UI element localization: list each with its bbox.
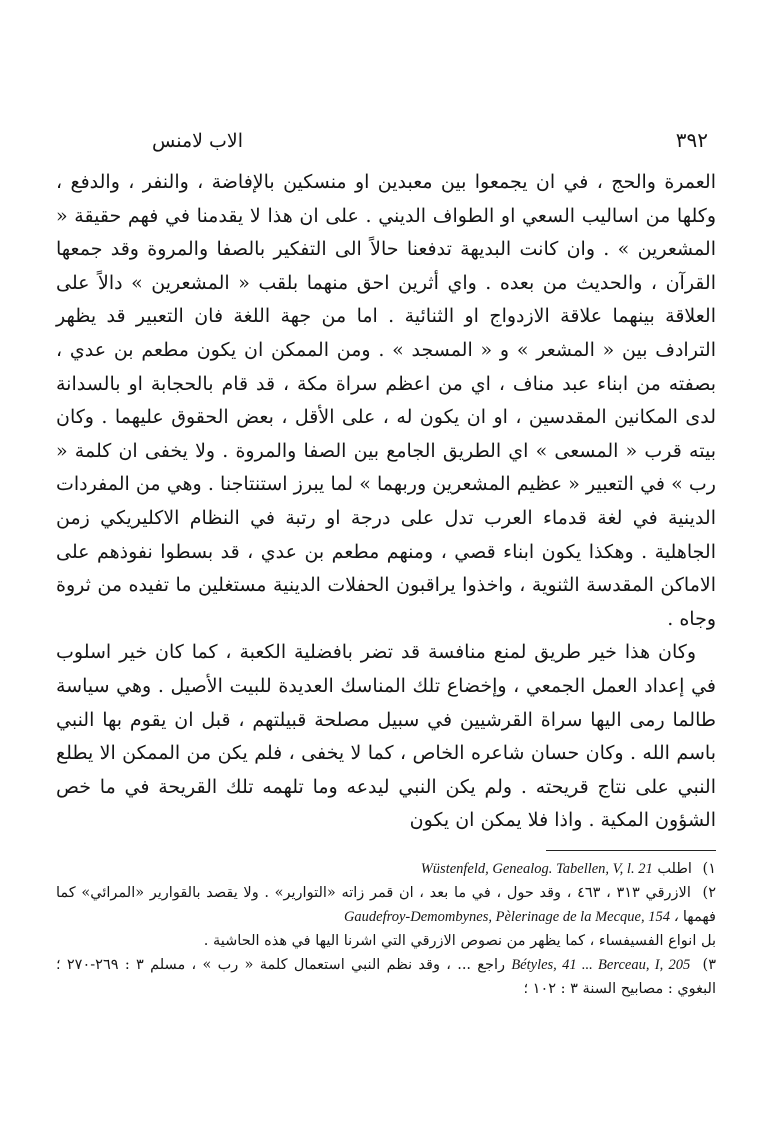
- body-text: [56, 166, 716, 838]
- footnote-mark: ٢): [702, 884, 716, 901]
- footnote: [56, 881, 716, 929]
- body-paragraph: وكان هذا خير طريق لمنع منافسة قد تضر بافضلية الكعبة ، كما كان خير اسلوب في إعداد العمل الجمعي ، وإخضاع تلك المناسك العديدة للبيت الأصيل . وهي سياسة طالما رمى اليها سراة القرشيين في سبيل مصلحة قبيلتهم ، قبل ان يقوم بها النبي باسم الله . وكان حسان شاعره الخاص ، كما لا يخفى ، فلم يكن من الممكن الا يطلع النبي على نتاج قريحته . ولم يكن النبي ليدعه وما تلهمه تلك القريحة في ما خص الشؤون المكية . واذا فلا يمكن ان يكون: [56, 641, 716, 832]
- footnote-text: بل انواع الفسيفساء ، كما يظهر من نصوص الازرقي التي اشرنا اليها في هذه الحاشية .: [203, 932, 716, 949]
- footnote-text: راجع ... ، وقد نظم النبي استعمال كلمة « رب » ، مسلم ٣ : ٢٦٩-٢٧٠ ؛ البغوي : مصابيح السنة ٣ : ١٠٢ ؛: [56, 956, 716, 997]
- body-paragraph: العمرة والحج ، في ان يجمعوا بين معبدين او منسكين بالإفاضة ، والنفر ، والدفع ، وكلها من اساليب السعي او الطواف الديني . على ان هذا لا يقدمنا في فهم حقيقة « المشعرين » . وان كانت البديهة تدفعنا حالاً الى التفكير بالصفا والمروة وقد جمعها القرآن ، والحديث من بعده . واي أثرين احق منهما بلقب « المشعرين » دالاً على العلاقة بينهما علاقة الازدواج او الثنائية . اما من جهة اللغة فان التعبير قد يظهر الترادف بين « المشعر » و « المسجد » . ومن الممكن ان يكون مطعم بن عدي ، بصفته من ابناء عبد مناف ، اي من اعظم سراة مكة ، قد قام بالحجابة او بالسدانة لدى المكانين المقدسين ، او ان يكون له ، على الأقل ، بعض الحقوق عليهما . وكان بيته قرب « المسعى » اي الطريق الجامع بين الصفا والمروة . ولا يخفى ان كلمة « رب » في التعبير « عظيم المشعرين وربهما » لما يبرز استنتاجنا . وهي من المفردات الدينية في لغة قدماء العرب تدل على درجة او رتبة في النظام الاكليريكي زمن الجاهلية . وهكذا يكون ابناء قصي ، ومنهم مطعم بن عدي ، قد بسطوا نفوذهم على الاماكن المقدسة الثنوية ، واخذوا يراقبون الحفلات الدينية مستغلين ما تفيده من ثروة وجاه .: [56, 171, 716, 630]
- footnote-continuation: [56, 929, 716, 953]
- running-title: الاب لامنس: [152, 130, 244, 152]
- footnote-latin-citation: Wüstenfeld, Genealog. Tabellen, V, l. 21: [420, 860, 653, 877]
- footnote-mark: ٣): [702, 956, 716, 973]
- footnote-separator: [546, 850, 716, 851]
- footnote: [56, 953, 716, 1001]
- footnotes: [56, 857, 716, 1001]
- footnote-latin-citation: Bétyles, 41 ... Berceau, I, 205: [511, 956, 691, 973]
- footnote-text: الازرقي ٣١٣ ، ٤٦٣ ، وقد حول ، في ما بعد ، ان قمر زاته «التوارير» . ولا يقصد بالقوارير «المرائي» كما فهمها: [56, 884, 716, 925]
- document-page: [56, 128, 716, 1001]
- footnote-mark: ١): [702, 860, 716, 877]
- page-number: ٣٩٢: [675, 128, 708, 152]
- running-head: [56, 128, 716, 152]
- footnote: [56, 857, 716, 881]
- footnote-latin-citation: Gaudefroy-Demombynes, Pèlerinage de la Mecque, 154 ،: [343, 908, 679, 925]
- footnote-text: اطلب: [657, 860, 692, 877]
